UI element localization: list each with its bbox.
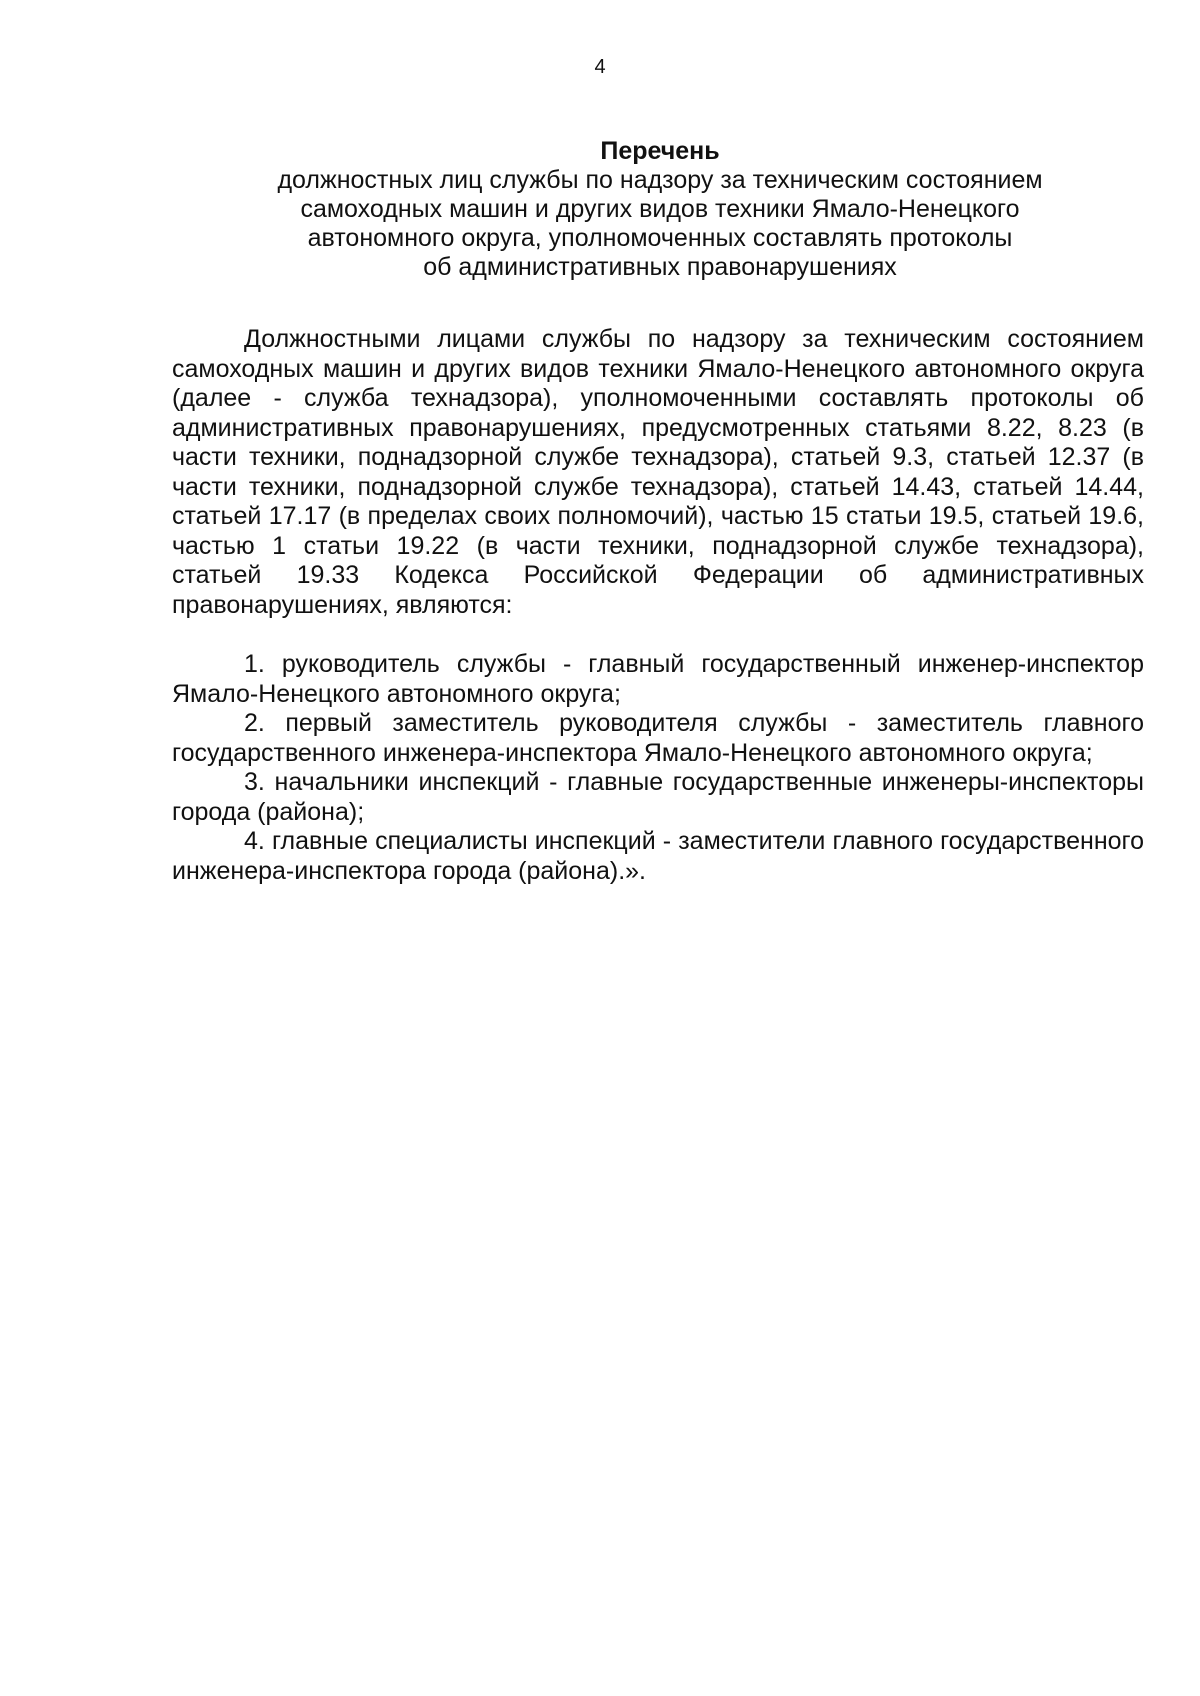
list-item: 4. главные специалисты инспекций - заместители главного государственного инженера-инспектора города (района).». (172, 827, 1144, 885)
list-item: 1. руководитель службы - главный государственный инженер-инспектор Ямало-Ненецкого автономного округа; (172, 650, 1144, 708)
document-title-block (160, 137, 1160, 282)
list-item: 2. первый заместитель руководителя службы - заместитель главного государственного инженера-инспектора Ямало-Ненецкого автономного округа; (172, 709, 1144, 767)
document-title-line: автономного округа, уполномоченных составлять протоколы (307, 224, 1013, 252)
officials-list (172, 650, 1144, 886)
document-title-line: самоходных машин и других видов техники Ямало-Ненецкого (300, 195, 1020, 223)
document-body (172, 325, 1144, 886)
intro-paragraph: Должностными лицами службы по надзору за техническим состоянием самоходных машин и других видов техники Ямало-Ненецкого автономного округа (далее - служба технадзора), уполномоченными составлять протоколы об административных правонарушениях, предусмотренных статьями 8.22, 8.23 (в части техники, поднадзорной службе технадзора), статьей 9.3, статьей 12.37 (в части техники, поднадзорной службе технадзора), статьей 14.43, статьей 14.44, статьей 17.17 (в пределах своих полномочий), частью 15 статьи 19.5, статьей 19.6, частью 1 статьи 19.22 (в части техники, поднадзорной службе технадзора), статьей 19.33 Кодекса Российской Федерации об административных правонарушениях, являются: (172, 325, 1144, 619)
page-number: 4 (594, 56, 606, 78)
list-item: 3. начальники инспекций - главные государственные инженеры-инспекторы города (района); (172, 768, 1144, 826)
document-title-line: должностных лиц службы по надзору за техническим состоянием (277, 166, 1043, 194)
document-title-heading: Перечень (600, 137, 720, 165)
document-title-line: об административных правонарушениях (423, 253, 897, 281)
